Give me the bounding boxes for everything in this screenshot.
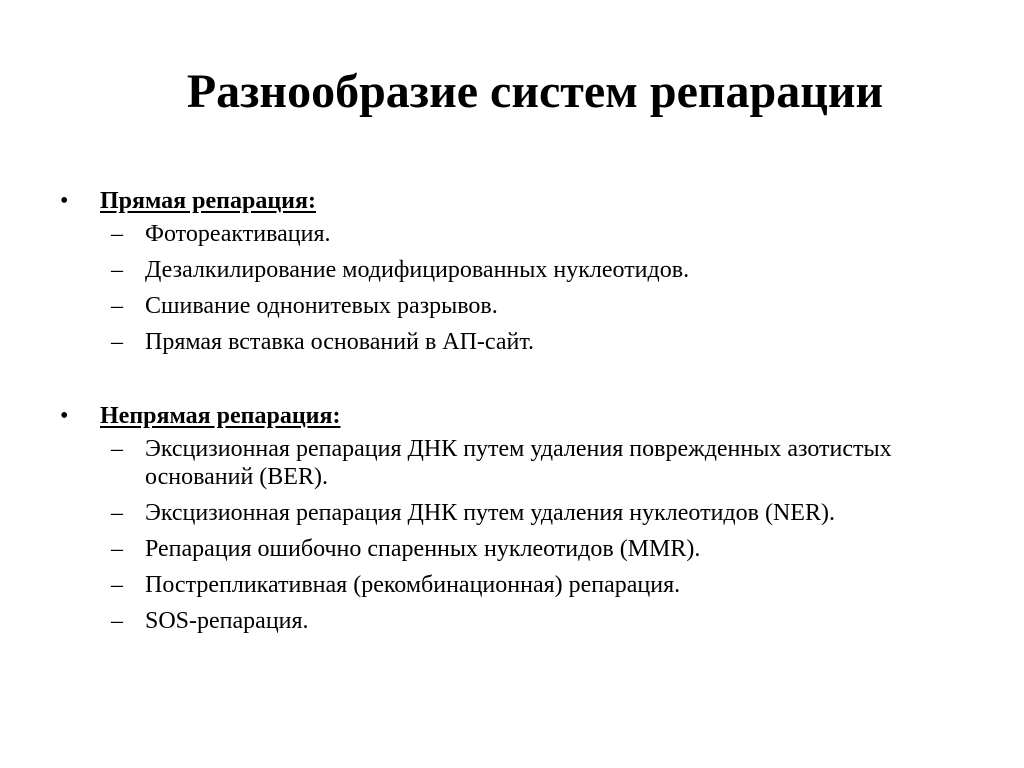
bullet-icon: • [60, 403, 69, 429]
slide-content [56, 184, 996, 643]
dash-icon: – [111, 436, 123, 462]
dash-icon: – [111, 221, 123, 247]
list-item-text: Эксцизионная репарация ДНК путем удаления поврежденных азотистых оснований (BER). [145, 436, 892, 490]
dash-icon: – [111, 536, 123, 562]
list-item-text: Пострепликативная (рекомбинационная) репарация. [145, 572, 681, 598]
sub-list [56, 220, 996, 356]
list-item-text: Прямая вставка оснований в АП-сайт. [145, 329, 535, 355]
dash-icon: – [111, 257, 123, 283]
list-item-text: Репарация ошибочно спаренных нуклеотидов (MMR). [145, 536, 701, 562]
sub-list [56, 435, 996, 635]
bullet-icon: • [60, 188, 69, 214]
list-item-text: Эксцизионная репарация ДНК путем удаления нуклеотидов (NER). [145, 500, 835, 526]
section-heading: Непрямая репарация: [100, 403, 341, 429]
section-heading: Прямая репарация: [100, 188, 316, 214]
list-item [111, 607, 996, 635]
list-item [111, 220, 996, 248]
list-item [111, 535, 996, 563]
list-item [111, 435, 996, 491]
section-direct-repair [56, 184, 996, 356]
list-item-text: Фотореактивация. [145, 221, 331, 247]
dash-icon: – [111, 293, 123, 319]
list-item-text: Сшивание однонитевых разрывов. [145, 293, 498, 319]
section-heading-row [56, 184, 996, 218]
list-item-text: SOS-репарация. [145, 608, 309, 634]
list-item-text: Дезалкилирование модифицированных нуклеотидов. [145, 257, 690, 283]
section-heading-row [56, 399, 996, 433]
dash-icon: – [111, 608, 123, 634]
slide-title: Разнообразие систем репарации [186, 65, 884, 118]
list-item [111, 256, 996, 284]
dash-icon: – [111, 500, 123, 526]
list-item [111, 292, 996, 320]
list-item [111, 571, 996, 599]
dash-icon: – [111, 329, 123, 355]
list-item [111, 328, 996, 356]
dash-icon: – [111, 572, 123, 598]
list-item [111, 499, 996, 527]
section-indirect-repair [56, 399, 996, 635]
